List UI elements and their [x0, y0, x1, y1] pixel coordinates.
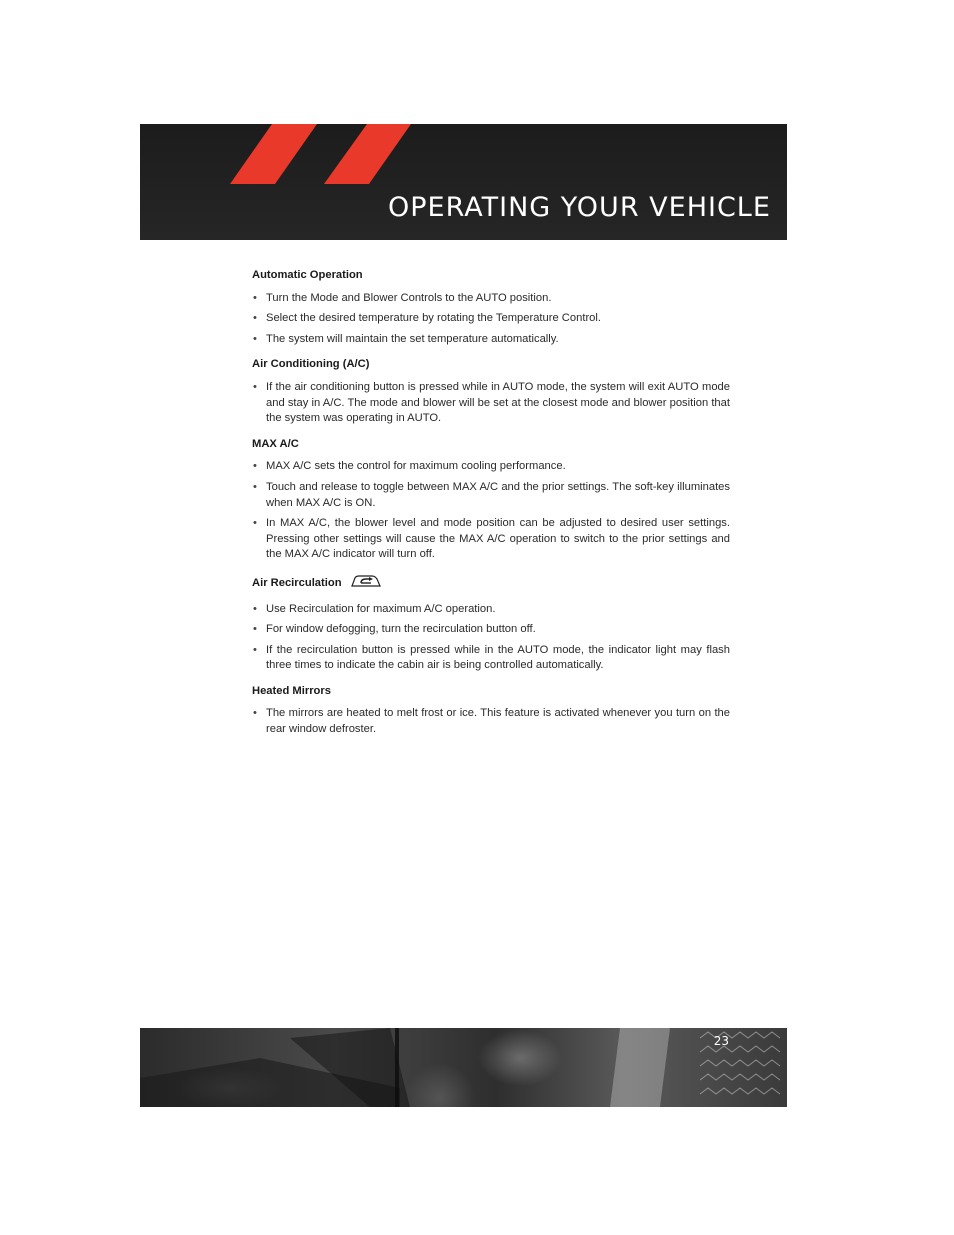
footer-photo-texture	[140, 1028, 787, 1107]
list-item: • Use Recirculation for maximum A/C operation.	[252, 602, 730, 618]
bullet-list	[252, 706, 730, 737]
bullet-list	[252, 602, 730, 674]
list-item: • The mirrors are heated to melt frost or ice. This feature is activated whenever you turn on the rear window defroster.	[252, 706, 730, 737]
footer-photo-band	[140, 1028, 787, 1107]
recirculation-icon	[350, 573, 382, 595]
list-item: • For window defogging, turn the recirculation button off.	[252, 622, 730, 638]
list-item: • The system will maintain the set temperature automatically.	[252, 332, 730, 348]
list-item: • Touch and release to toggle between MAX A/C and the prior settings. The soft-key illuminates when MAX A/C is ON.	[252, 480, 730, 511]
section-heading: Automatic Operation	[252, 269, 363, 281]
chapter-title: OPERATING YOUR VEHICLE	[388, 192, 771, 223]
section-heading: Air Recirculation	[252, 576, 342, 589]
page-content	[252, 268, 730, 748]
list-item: • Turn the Mode and Blower Controls to the AUTO position.	[252, 291, 730, 307]
section-air-recirculation	[252, 573, 730, 674]
section-heading-row	[252, 573, 730, 595]
bullet-list	[252, 291, 730, 348]
chapter-header	[140, 124, 787, 240]
racing-stripes-logo	[140, 124, 440, 194]
section-heading: Air Conditioning (A/C)	[252, 358, 370, 371]
list-item: • In MAX A/C, the blower level and mode position can be adjusted to desired user settings. Pressing other settings will cause the MAX A/C operation to switch to the prior settings and the MAX A/C indicator will turn off.	[252, 516, 730, 563]
list-item: • Select the desired temperature by rotating the Temperature Control.	[252, 311, 730, 327]
page-number: 23	[713, 1034, 729, 1048]
list-item: • MAX A/C sets the control for maximum cooling performance.	[252, 459, 730, 475]
section-heated-mirrors	[252, 684, 730, 738]
bullet-list	[252, 459, 730, 563]
list-item: • If the air conditioning button is pressed while in AUTO mode, the system will exit AUTO mode and stay in A/C. The mode and blower will be set at the closest mode and blower position that the system was operating in AUTO.	[252, 380, 730, 427]
section-heading: Heated Mirrors	[252, 684, 331, 697]
list-item: • If the recirculation button is pressed while in the AUTO mode, the indicator light may flash three times to indicate the cabin air is being controlled automatically.	[252, 643, 730, 674]
section-automatic-operation	[252, 268, 730, 347]
section-air-conditioning	[252, 357, 730, 426]
section-max-ac	[252, 437, 730, 563]
section-heading: MAX A/C	[252, 437, 299, 450]
bullet-list	[252, 380, 730, 427]
